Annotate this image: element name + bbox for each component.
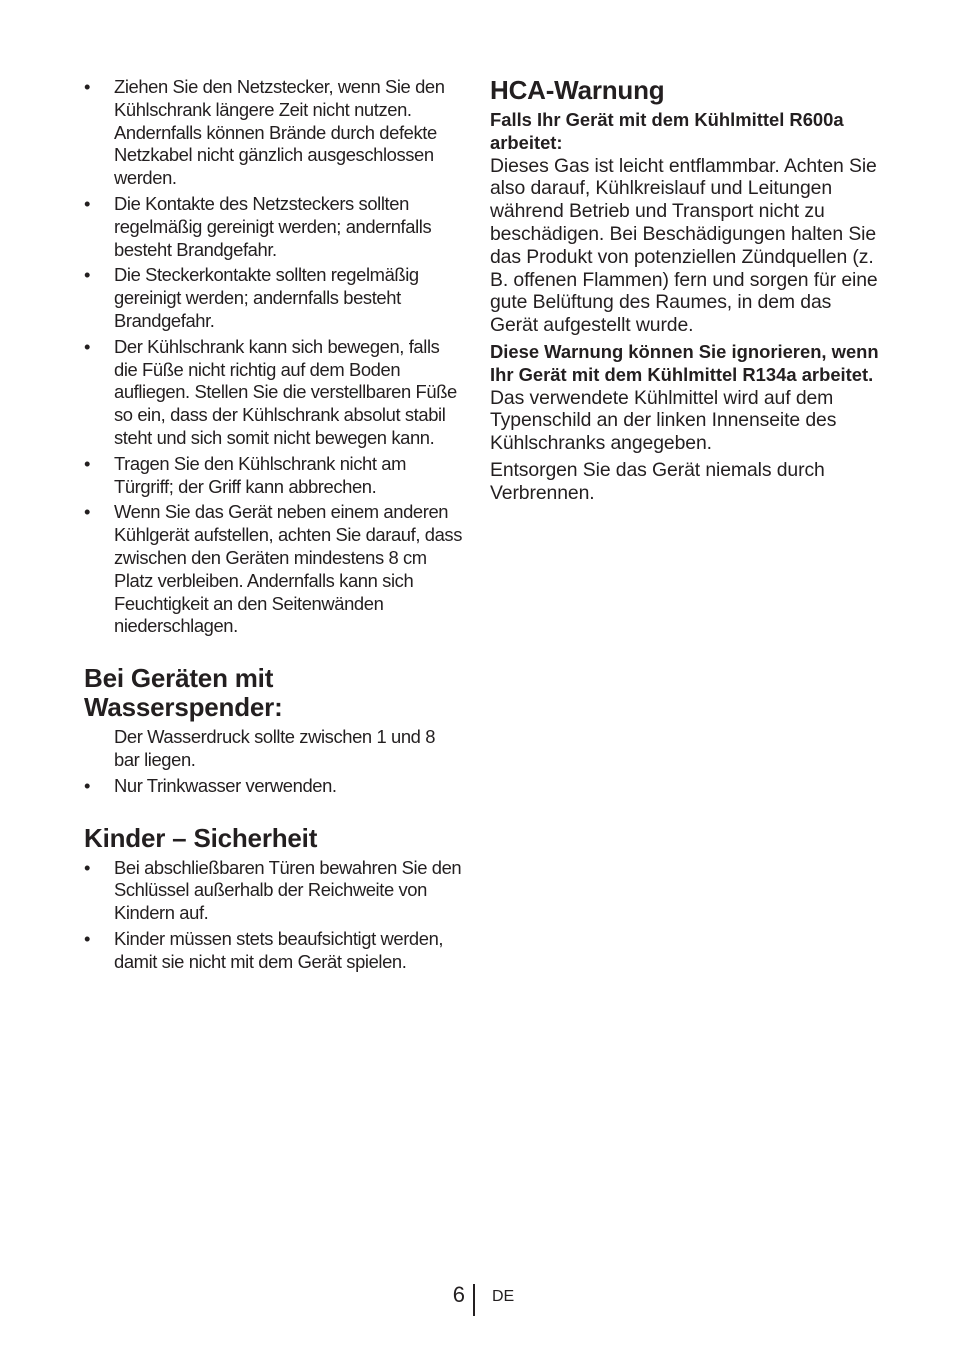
list-item: • Die Steckerkontakte sollten regelmäßig gereinigt werden; andernfalls besteht Brandgefahr. xyxy=(84,264,419,331)
safety-list xyxy=(84,76,464,638)
bullet-icon: • xyxy=(84,335,91,357)
disposal-text: Entsorgen Sie das Gerät niemals durch Verbrennen. xyxy=(490,458,825,504)
bullet-icon: • xyxy=(84,264,91,286)
child-safety-section xyxy=(84,824,464,974)
right-column xyxy=(490,76,880,505)
water-pressure-text: Der Wasserdruck sollte zwischen 1 und 8 bar liegen. xyxy=(114,726,436,770)
r134a-note: Diese Warnung können Sie ignorieren, wenn Ihr Gerät mit dem Kühlmittel R134a arbeitet. xyxy=(490,340,879,385)
bullet-icon: • xyxy=(84,76,91,97)
list-item: • Ziehen Sie den Netzstecker, wenn Sie den Kühlschrank längere Zeit nicht nutzen. Andernfalls können Brände durch defekte Netzkabel nicht gänzlich ausgeschlossen werden. xyxy=(84,76,445,189)
list-item: • Der Kühlschrank kann sich bewegen, falls die Füße nicht richtig auf dem Boden aufliegen. Stellen Sie die verstellbaren Füße so ein, dass der Kühlschrank absolut stabil steht und sich somit nicht bewegen kann. xyxy=(84,335,457,448)
page-footer xyxy=(0,1282,954,1316)
bullet-icon: • xyxy=(84,501,91,523)
bullet-icon: • xyxy=(84,927,91,949)
footer-divider xyxy=(473,1284,475,1316)
water-list xyxy=(84,775,464,798)
list-item: • Tragen Sie den Kühlschrank nicht am Türgriff; der Griff kann abbrechen. xyxy=(84,452,406,497)
list-item: • Die Kontakte des Netzsteckers sollten regelmäßig gereinigt werden; andernfalls besteht Brandgefahr. xyxy=(84,192,432,260)
child-safety-heading: Kinder – Sicherheit xyxy=(84,822,318,853)
left-column xyxy=(84,76,464,977)
list-item: • Nur Trinkwasser verwenden. xyxy=(84,774,337,796)
bullet-icon: • xyxy=(84,856,91,878)
refrigerant-label-text: Das verwendete Kühlmittel wird auf dem Typenschild an der linken Innenseite des Kühlschranks angegeben. xyxy=(490,386,837,455)
language-code: DE xyxy=(492,1288,515,1305)
r600a-text: Dieses Gas ist leicht entflammbar. Achten Sie also darauf, Kühlkreislauf und Leitungen während Betrieb und Transport nicht zu beschädigen. Bei Beschädigungen halten Sie das Produkt von potenziellen Zündquellen (z. B. offenen Flammen) fern und sorgen für eine gute Belüftung des Raumes, in dem das Gerät aufgestellt wurde. xyxy=(490,154,878,337)
bullet-icon: • xyxy=(84,192,91,214)
list-item: • Kinder müssen stets beaufsichtigt werden, damit sie nicht mit dem Gerät spielen. xyxy=(84,927,444,972)
bullet-icon: • xyxy=(84,452,91,474)
hca-warning-heading: HCA-Warnung xyxy=(490,75,665,105)
bullet-icon: • xyxy=(84,774,91,796)
water-dispenser-heading: Bei Geräten mit Wasserspender: xyxy=(84,663,283,723)
child-safety-list xyxy=(84,857,464,974)
water-dispenser-section xyxy=(84,664,464,797)
list-item: • Bei abschließbaren Türen bewahren Sie den Schlüssel außerhalb der Reichweite von Kindern auf. xyxy=(84,856,462,924)
page-number: 6 xyxy=(452,1282,465,1307)
list-item: • Wenn Sie das Gerät neben einem anderen Kühlgerät aufstellen, achten Sie darauf, dass zwischen den Geräten mindestens 8 cm Platz verbleiben. Andernfalls kann sich Feuchtigkeit an den Seitenwänden niederschlagen. xyxy=(84,501,463,637)
r600a-condition: Falls Ihr Gerät mit dem Kühlmittel R600a arbeitet: xyxy=(490,109,844,153)
